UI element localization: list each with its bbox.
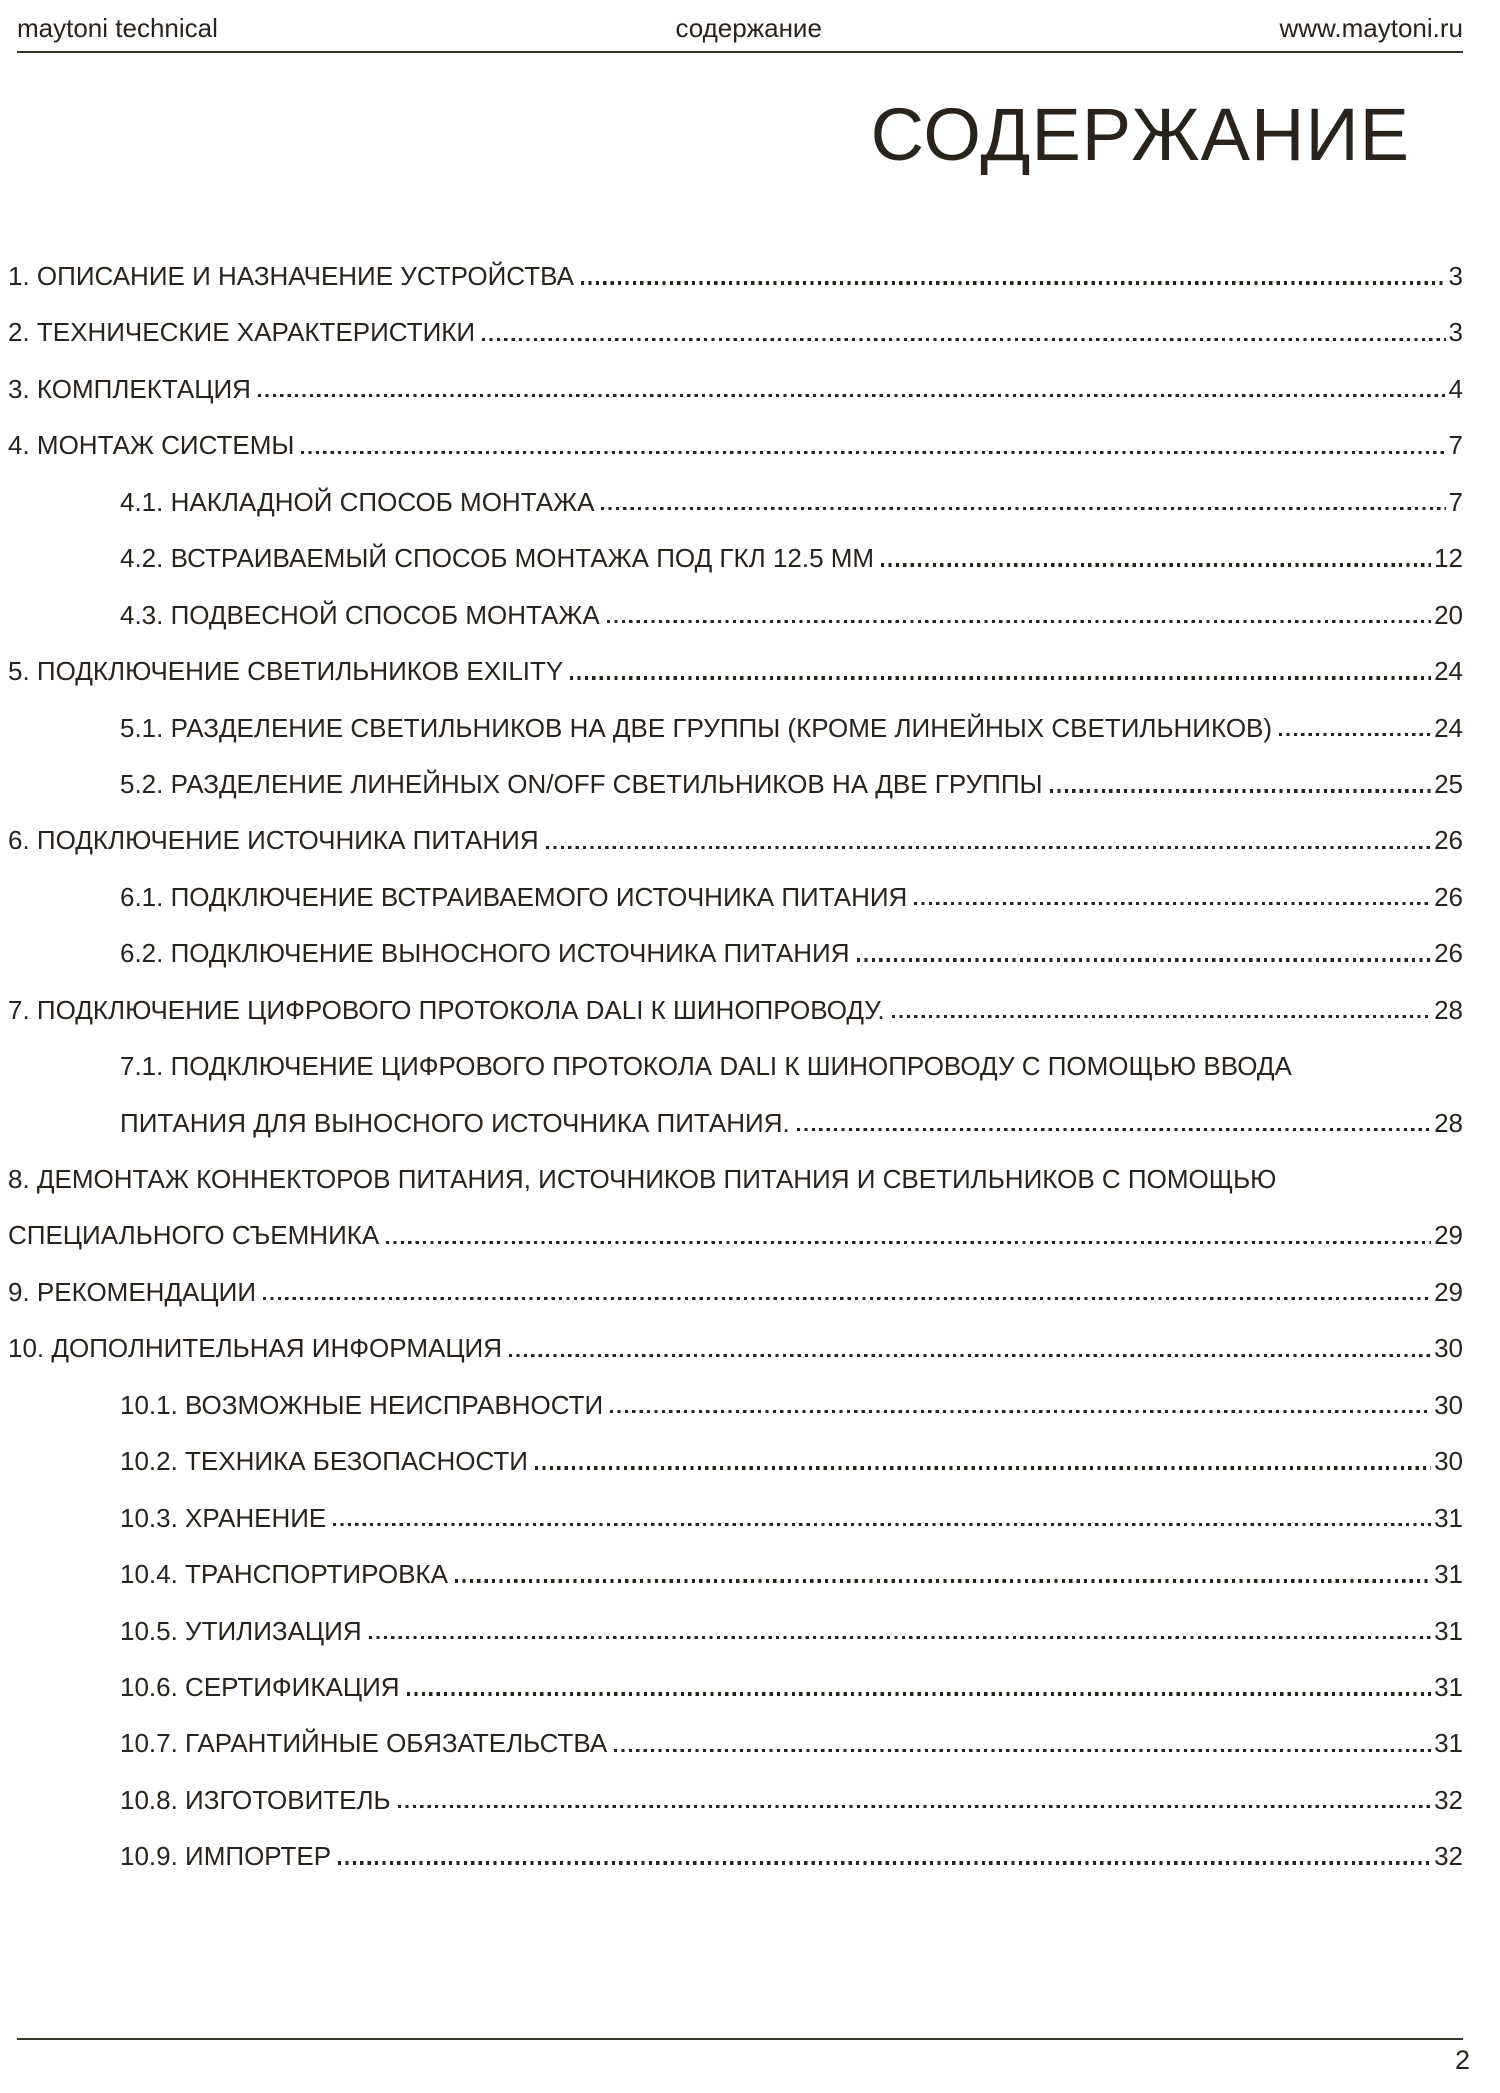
toc-entry-label[interactable]: СПЕЦИАЛЬНОГО СЪЕМНИКА [8, 1220, 380, 1251]
toc-entry-label[interactable]: 6. ПОДКЛЮЧЕНИЕ ИСТОЧНИКА ПИТАНИЯ [8, 825, 539, 856]
header-website-link[interactable]: www.maytoni.ru [1279, 13, 1463, 43]
toc-leader-dots [301, 451, 1445, 454]
toc [8, 261, 1463, 1898]
toc-leader-dots [607, 620, 1431, 623]
toc-row [8, 1446, 1463, 1502]
toc-entry-label[interactable]: 10.5. УТИЛИЗАЦИЯ [120, 1615, 362, 1646]
toc-page-number: 32 [1434, 1841, 1463, 1872]
toc-page-number: 7 [1448, 430, 1463, 461]
toc-row [8, 769, 1463, 825]
toc-leader-dots [857, 958, 1432, 961]
toc-entry-label[interactable]: 8. ДЕМОНТАЖ КОННЕКТОРОВ ПИТАНИЯ, ИСТОЧНИКОВ ПИТАНИЯ И СВЕТИЛЬНИКОВ С ПОМОЩЬЮ [8, 1164, 1277, 1194]
toc-page-number: 20 [1434, 599, 1463, 630]
toc-leader-dots [1050, 789, 1432, 792]
toc-row [8, 317, 1463, 373]
page-title: СОДЕРЖАНИЕ [870, 93, 1410, 176]
toc-leader-dots [407, 1692, 1432, 1695]
toc-entry-label[interactable]: 9. РЕКОМЕНДАЦИИ [8, 1276, 257, 1307]
toc-row [8, 938, 1463, 994]
toc-page-number: 26 [1434, 881, 1463, 912]
toc-row [8, 261, 1463, 317]
toc-entry-label[interactable]: 3. КОМПЛЕКТАЦИЯ [8, 373, 251, 404]
toc-entry-label[interactable]: 1. ОПИСАНИЕ И НАЗНАЧЕНИЕ УСТРОЙСТВА [8, 261, 574, 291]
toc-entry-label[interactable]: 10.7. ГАРАНТИЙНЫЕ ОБЯЗАТЕЛЬСТВА [120, 1728, 608, 1759]
toc-page-number: 3 [1448, 261, 1463, 291]
toc-page-number: 30 [1434, 1389, 1463, 1420]
toc-page-number: 12 [1434, 543, 1463, 574]
toc-leader-dots [797, 1128, 1431, 1131]
toc-row [8, 1164, 1463, 1220]
toc-page-number: 3 [1448, 317, 1463, 348]
toc-page-number: 31 [1434, 1728, 1463, 1759]
toc-entry-label[interactable]: 4.3. ПОДВЕСНОЙ СПОСОБ МОНТАЖА [120, 599, 600, 630]
toc-row [8, 1841, 1463, 1897]
toc-entry-label[interactable]: 10.8. ИЗГОТОВИТЕЛЬ [120, 1784, 391, 1815]
toc-leader-dots [338, 1861, 1431, 1864]
toc-entry-label[interactable]: 7. ПОДКЛЮЧЕНИЕ ЦИФРОВОГО ПРОТОКОЛА DALI К ШИНОПРОВОДУ. [8, 994, 885, 1025]
toc-leader-dots [570, 676, 1431, 679]
toc-entry-label[interactable]: ПИТАНИЯ ДЛЯ ВЫНОСНОГО ИСТОЧНИКА ПИТАНИЯ. [120, 1107, 790, 1138]
toc-page-number: 31 [1434, 1559, 1463, 1590]
toc-entry-label[interactable]: 2. ТЕХНИЧЕСКИЕ ХАРАКТЕРИСТИКИ [8, 317, 476, 348]
toc-leader-dots [386, 1241, 1431, 1244]
toc-row [8, 1559, 1463, 1615]
toc-row [8, 825, 1463, 881]
toc-entry-label[interactable]: 10.2. ТЕХНИКА БЕЗОПАСНОСТИ [120, 1446, 528, 1477]
toc-leader-dots [610, 1410, 1431, 1413]
header-brand: maytoni technical [17, 13, 218, 43]
toc-page-number: 28 [1434, 994, 1463, 1025]
toc-page-number: 24 [1434, 712, 1463, 743]
toc-leader-dots [333, 1523, 1431, 1526]
toc-leader-dots [1279, 733, 1431, 736]
toc-page-number: 7 [1448, 486, 1463, 517]
toc-row [8, 1277, 1463, 1333]
toc-row [8, 1108, 1463, 1164]
toc-row [8, 1051, 1463, 1107]
toc-entry-label[interactable]: 5. ПОДКЛЮЧЕНИЕ СВЕТИЛЬНИКОВ EXILITY [8, 656, 564, 687]
toc-row [8, 995, 1463, 1051]
toc-entry-label[interactable]: 4.2. ВСТРАИВАЕМЫЙ СПОСОБ МОНТАЖА ПОД ГКЛ 12.5 ММ [120, 543, 875, 574]
toc-row [8, 600, 1463, 656]
toc-row [8, 1390, 1463, 1446]
header-section-label: содержание [675, 13, 822, 43]
toc-leader-dots [369, 1636, 1431, 1639]
toc-page-number: 26 [1434, 938, 1463, 969]
toc-leader-dots [601, 507, 1445, 510]
page-header [17, 13, 1463, 43]
toc-page-number: 30 [1434, 1333, 1463, 1364]
toc-leader-dots [509, 1354, 1431, 1357]
toc-row [8, 882, 1463, 938]
toc-row [8, 1616, 1463, 1672]
toc-leader-dots [614, 1749, 1431, 1752]
toc-leader-dots [455, 1579, 1431, 1582]
toc-row [8, 543, 1463, 599]
toc-entry-label[interactable]: 6.2. ПОДКЛЮЧЕНИЕ ВЫНОСНОГО ИСТОЧНИКА ПИТАНИЯ [120, 938, 850, 969]
toc-entry-label[interactable]: 10.6. СЕРТИФИКАЦИЯ [120, 1671, 400, 1702]
toc-entry-label[interactable]: 5.2. РАЗДЕЛЕНИЕ ЛИНЕЙНЫХ ON/OFF СВЕТИЛЬНИКОВ НА ДВЕ ГРУППЫ [120, 768, 1043, 799]
toc-leader-dots [914, 902, 1431, 905]
toc-entry-label[interactable]: 4.1. НАКЛАДНОЙ СПОСОБ МОНТАЖА [120, 486, 595, 517]
toc-row [8, 656, 1463, 712]
toc-row [8, 487, 1463, 543]
toc-leader-dots [546, 846, 1431, 849]
toc-entry-label[interactable]: 10.4. ТРАНСПОРТИРОВКА [120, 1559, 448, 1590]
toc-entry-label[interactable]: 10.9. ИМПОРТЕР [120, 1841, 332, 1872]
toc-page-number: 26 [1434, 825, 1463, 856]
toc-entry-label[interactable]: 4. МОНТАЖ СИСТЕМЫ [8, 430, 295, 461]
toc-row [8, 1333, 1463, 1389]
toc-page-number: 29 [1434, 1220, 1463, 1251]
toc-leader-dots [482, 338, 1445, 341]
toc-row [8, 1220, 1463, 1276]
toc-row [8, 1672, 1463, 1728]
toc-entry-label[interactable]: 5.1. РАЗДЕЛЕНИЕ СВЕТИЛЬНИКОВ НА ДВЕ ГРУППЫ (КРОМЕ ЛИНЕЙНЫХ СВЕТИЛЬНИКОВ) [120, 712, 1273, 743]
toc-row [8, 374, 1463, 430]
toc-leader-dots [535, 1466, 1431, 1469]
toc-row [8, 430, 1463, 486]
toc-page-number: 31 [1434, 1502, 1463, 1533]
toc-entry-label[interactable]: 10. ДОПОЛНИТЕЛЬНАЯ ИНФОРМАЦИЯ [8, 1333, 503, 1364]
toc-page-number: 31 [1434, 1615, 1463, 1646]
toc-page-number: 28 [1434, 1107, 1463, 1138]
toc-page-number: 29 [1434, 1276, 1463, 1307]
toc-page-number: 24 [1434, 656, 1463, 687]
toc-leader-dots [398, 1805, 1431, 1808]
toc-entry-label[interactable]: 7.1. ПОДКЛЮЧЕНИЕ ЦИФРОВОГО ПРОТОКОЛА DALI К ШИНОПРОВОДУ С ПОМОЩЬЮ ВВОДА [120, 1051, 1292, 1082]
toc-page-number: 25 [1434, 768, 1463, 799]
footer-divider [17, 2038, 1463, 2040]
toc-row [8, 1503, 1463, 1559]
toc-row [8, 1785, 1463, 1841]
toc-leader-dots [263, 1297, 1431, 1300]
toc-leader-dots [881, 563, 1431, 566]
toc-entry-label[interactable]: 6.1. ПОДКЛЮЧЕНИЕ ВСТРАИВАЕМОГО ИСТОЧНИКА ПИТАНИЯ [120, 881, 908, 912]
toc-row [8, 1728, 1463, 1784]
toc-leader-dots [258, 394, 1446, 397]
toc-row [8, 713, 1463, 769]
header-divider [17, 51, 1463, 53]
toc-page-number: 30 [1434, 1446, 1463, 1477]
toc-page-number: 31 [1434, 1671, 1463, 1702]
toc-page-number: 32 [1434, 1784, 1463, 1815]
toc-leader-dots [892, 1015, 1432, 1018]
toc-leader-dots [581, 281, 1446, 284]
footer-page-number: 2 [1454, 2045, 1470, 2075]
toc-page-number: 4 [1448, 373, 1463, 404]
toc-entry-label[interactable]: 10.3. ХРАНЕНИЕ [120, 1502, 327, 1533]
toc-entry-label[interactable]: 10.1. ВОЗМОЖНЫЕ НЕИСПРАВНОСТИ [120, 1389, 604, 1420]
